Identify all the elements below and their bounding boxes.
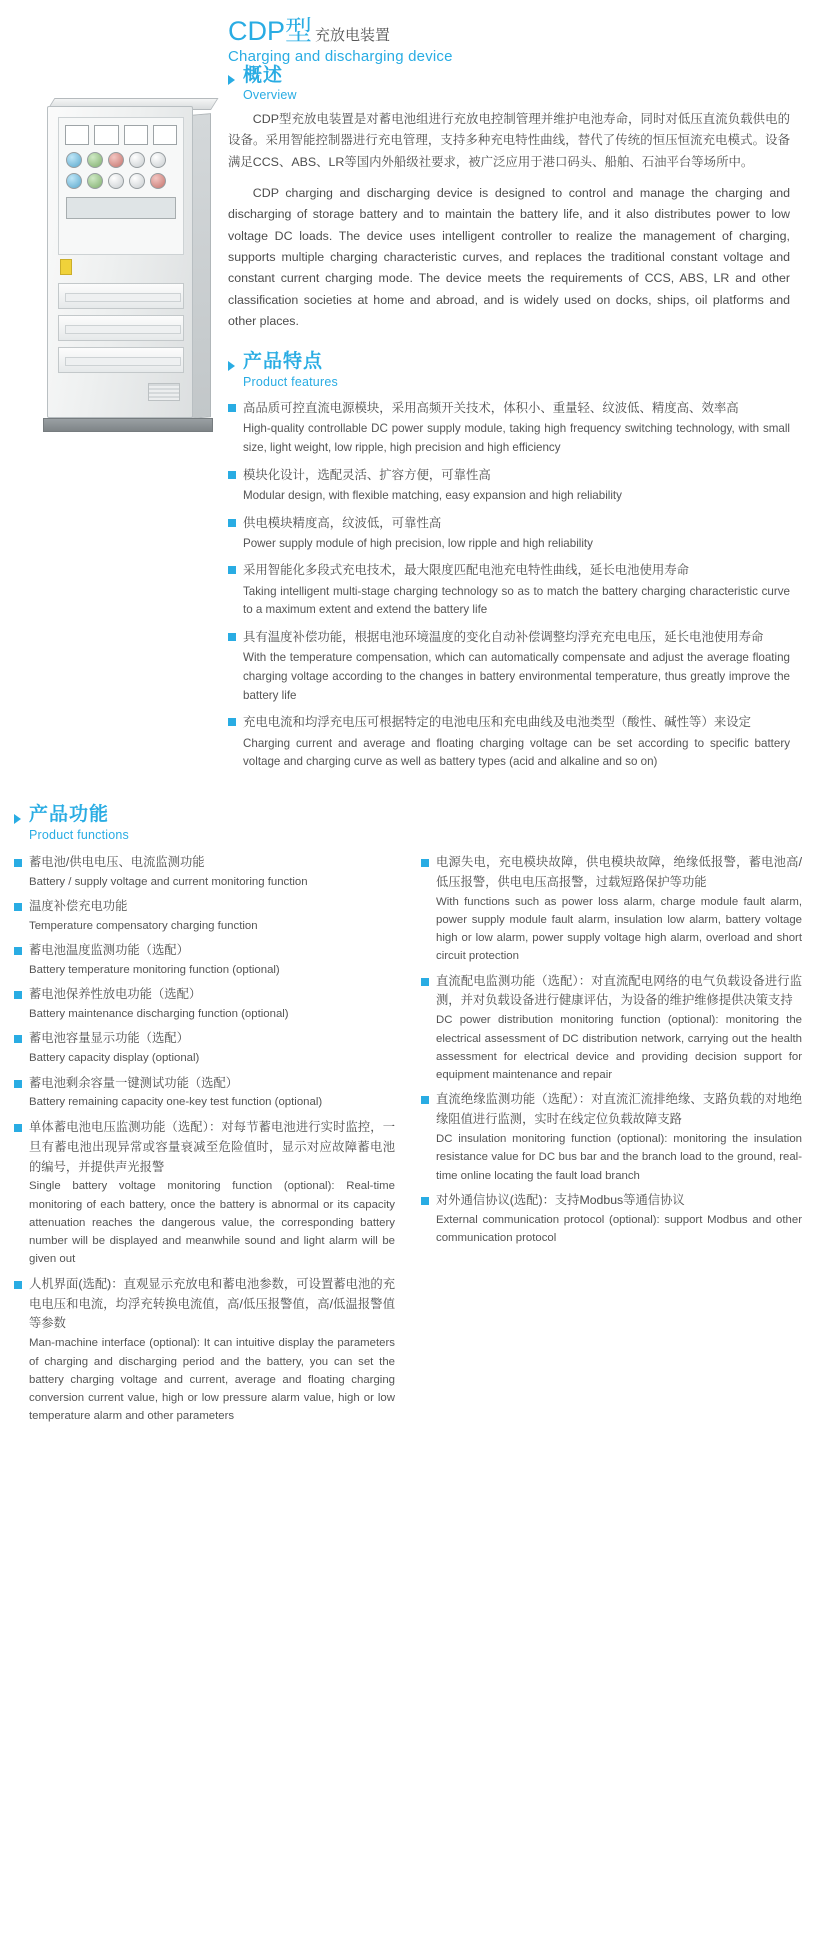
square-bullet-icon: [14, 859, 22, 867]
triangle-right-icon: [228, 75, 235, 85]
square-bullet-icon: [228, 404, 236, 412]
function-text-cn: 直流配电监测功能（选配）：对直流配电网络的电气负载设备进行监测，并对负载设备进行健康评估，为设备的维护维修提供决策支持: [436, 973, 802, 1008]
indicator-lamp-icon: [87, 173, 103, 189]
feature-item: [228, 712, 790, 772]
function-text-en: Battery maintenance discharging function (optional): [29, 1008, 289, 1021]
indicator-lamp-icon: [66, 152, 82, 168]
button-grid: [59, 145, 183, 189]
function-text-en: Battery remaining capacity one-key test function (optional): [29, 1096, 323, 1109]
cabinet-front: [47, 106, 193, 418]
function-text-cn: 对外通信协议(选配)：支持Modbus等通信协议: [436, 1192, 685, 1207]
function-item: [421, 853, 802, 966]
title-chinese: [228, 18, 453, 45]
feature-item: [228, 398, 790, 458]
function-item: [421, 1090, 802, 1185]
function-text-cn: 人机界面(选配)：直观显示充放电和蓄电池参数，可设置蓄电池的充电电压和电流，均浮充转换电流值，高/低压报警值，高/低温报警值等参数: [29, 1276, 395, 1331]
meter-gauge: [124, 125, 148, 145]
functions-section: [0, 805, 830, 1432]
overview-heading-cn: 概述: [243, 64, 284, 86]
square-bullet-icon: [14, 1080, 22, 1088]
square-bullet-icon: [14, 1281, 22, 1289]
control-panel: [58, 117, 184, 255]
title-english: Charging and discharging device: [228, 48, 453, 65]
selector-knob-icon: [129, 173, 145, 189]
meter-row: [59, 118, 183, 145]
overview-paragraph-en: CDP charging and discharging device is designed to control and manage the charging and discharging of storage battery and to maintain the battery life, and it also distributes power to low voltage DC loads. The device uses intelligent controller to realize the management of charging, supports multiple charging characteristic curves, and replaces the traditional constant voltage and constant current charging mode. The device meets the requirements of CCS, ABS, LR and other classification societies at home and abroad, and is widely used on docks, ships, oil platforms and other places.: [228, 186, 790, 329]
square-bullet-icon: [14, 947, 22, 955]
ventilation-grille: [148, 383, 180, 401]
function-item: [14, 1029, 395, 1067]
features-heading-en: Product features: [243, 375, 338, 390]
indicator-lamp-icon: [150, 173, 166, 189]
features-heading: [228, 352, 790, 390]
square-bullet-icon: [421, 1096, 429, 1104]
meter-gauge: [65, 125, 89, 145]
title-chinese-sub: 充放电装置: [315, 27, 391, 44]
triangle-right-icon: [228, 361, 235, 371]
function-text-en: Temperature compensatory charging function: [29, 919, 258, 932]
functions-heading-en: Product functions: [29, 828, 129, 843]
triangle-right-icon: [14, 814, 21, 824]
feature-text-cn: 充电电流和均浮充电压可根据特定的电池电压和充电曲线及电池类型（酸性、碱性等）来设定: [243, 715, 752, 730]
functions-column-left: [14, 853, 395, 1432]
indicator-lamp-icon: [108, 152, 124, 168]
product-cabinet-illustration: [33, 106, 219, 436]
square-bullet-icon: [421, 1197, 429, 1205]
overview-paragraph-cn: CDP型充放电装置是对蓄电池组进行充放电控制管理并维护电池寿命，同时对低压直流负载供电的设备。采用智能控制器进行充电管理，支持多种充电特性曲线，替代了传统的恒压恒流充电模式。设备满足CCS、ABS、LR等国内外船级社要求，被广泛应用于港口码头、船舶、石油平台等场所中。: [228, 112, 790, 169]
meter-gauge: [153, 125, 177, 145]
feature-text-en: Power supply module of high precision, low ripple and high reliability: [243, 536, 593, 550]
function-text-en: Battery capacity display (optional): [29, 1052, 200, 1065]
square-bullet-icon: [14, 903, 22, 911]
square-bullet-icon: [228, 718, 236, 726]
square-bullet-icon: [228, 519, 236, 527]
cabinet-drawer: [58, 315, 184, 341]
square-bullet-icon: [14, 1035, 22, 1043]
feature-text-en: High-quality controllable DC power supply module, taking high frequency switching technology, with small size, light weight, low ripple, high precision and high efficiency: [243, 422, 790, 454]
function-item: [14, 1074, 395, 1112]
feature-text-cn: 供电模块精度高，纹波低，可靠性高: [243, 515, 442, 530]
function-text-en: With functions such as power loss alarm, charge module fault alarm, power supply module fault alarm, insulation low alarm, battery voltage high or low alarm, power supply voltage high alarm, overload and short circuit protection: [436, 895, 802, 963]
feature-text-cn: 高品质可控直流电源模块，采用高频开关技术，体积小、重量轻、纹波低、精度高、效率高: [243, 401, 739, 416]
cabinet-drawer: [58, 283, 184, 309]
function-item: [14, 1275, 395, 1426]
feature-text-en: Charging current and average and floating charging voltage can be set according to specific battery voltage and charging curve as well as battery types (acid and alkaline and so on): [243, 736, 790, 769]
title-chinese-main: CDP型: [228, 16, 313, 46]
selector-knob-icon: [129, 152, 145, 168]
functions-columns: [14, 853, 802, 1432]
functions-heading: [14, 805, 802, 843]
function-text-en: Battery temperature monitoring function (optional): [29, 963, 280, 976]
function-text-cn: 蓄电池容量显示功能（选配）: [29, 1031, 189, 1046]
function-text-en: DC power distribution monitoring function (optional): monitoring the electrical assessment of DC distribution network, carrying out the health assessment for electrical device and providing decision support for equipment maintenance and repair: [436, 1014, 802, 1082]
cabinet-side-panel: [191, 113, 211, 419]
function-text-cn: 蓄电池/供电电压、电流监测功能: [29, 854, 205, 869]
features-heading-cn: 产品特点: [243, 351, 324, 373]
function-item: [14, 1118, 395, 1269]
overview-heading-en: Overview: [243, 88, 297, 103]
function-text-cn: 电源失电，充电模块故障，供电模块故障，绝缘低报警，蓄电池高/低压报警，供电电压高报警，过载短路保护等功能: [436, 854, 802, 889]
square-bullet-icon: [228, 471, 236, 479]
warning-label: [60, 259, 72, 275]
function-text-en: External communication protocol (optional): support Modbus and other communication protocol: [436, 1213, 802, 1245]
function-item: [421, 1191, 802, 1247]
feature-text-en: With the temperature compensation, which can automatically compensate and adjust the average floating charging voltage according to the changes in battery environmental temperature, thus greatly improve the battery life: [243, 651, 790, 702]
square-bullet-icon: [14, 991, 22, 999]
function-text-cn: 温度补偿充电功能: [29, 898, 128, 913]
functions-heading-cn: 产品功能: [29, 804, 110, 826]
indicator-lamp-icon: [66, 173, 82, 189]
feature-text-en: Modular design, with flexible matching, easy expansion and high reliability: [243, 488, 622, 502]
product-image-column: [0, 66, 228, 436]
page-title: [228, 14, 830, 66]
features-list: [228, 398, 790, 772]
feature-item: [228, 465, 790, 506]
indicator-lamp-icon: [87, 152, 103, 168]
cabinet-drawer: [58, 347, 184, 373]
function-text-cn: 蓄电池剩余容量一键测试功能（选配）: [29, 1075, 239, 1090]
feature-text-cn: 具有温度补偿功能，根据电池环境温度的变化自动补偿调整均浮充充电电压，延长电池使用寿命: [243, 630, 764, 645]
functions-column-right: [421, 853, 802, 1432]
feature-item: [228, 627, 790, 705]
selector-knob-icon: [150, 152, 166, 168]
feature-item: [228, 513, 790, 554]
function-text-cn: 直流绝缘监测功能（选配）：对直流汇流排绝缘、支路负载的对地绝缘阻值进行监测，实时在线定位负载故障支路: [436, 1092, 802, 1127]
content-column: [228, 66, 830, 780]
function-item: [14, 853, 395, 891]
square-bullet-icon: [228, 566, 236, 574]
function-item: [421, 972, 802, 1085]
function-text-cn: 单体蓄电池电压监测功能（选配）：对每节蓄电池进行实时监控，一旦有蓄电池出现异常或容量衰减至危险值时，显示对应故障蓄电池的编号，并提供声光报警: [29, 1119, 395, 1174]
function-text-en: DC insulation monitoring function (optional): monitoring the insulation resistance value for DC bus bar and the branch load to the ground, real-time online locating the fault load branch: [436, 1133, 802, 1182]
overview-heading: [228, 66, 790, 104]
top-section: [0, 66, 830, 780]
feature-item: [228, 560, 790, 620]
selector-knob-icon: [108, 173, 124, 189]
meter-gauge: [94, 125, 118, 145]
square-bullet-icon: [421, 978, 429, 986]
square-bullet-icon: [228, 633, 236, 641]
square-bullet-icon: [14, 1124, 22, 1132]
feature-text-cn: 模块化设计，选配灵活、扩容方便，可靠性高: [243, 467, 491, 482]
feature-text-cn: 采用智能化多段式充电技术，最大限度匹配电池充电特性曲线，延长电池使用寿命: [243, 563, 690, 578]
function-item: [14, 941, 395, 979]
function-text-en: Single battery voltage monitoring function (optional): Real-time monitoring of each battery, once the battery is abnormal or its capacity attenuation reaches the dangerous value, the corresponding battery number will be displayed and meanwhile sound and light alarm will be given out: [29, 1180, 395, 1266]
function-text-cn: 蓄电池温度监测功能（选配）: [29, 943, 189, 958]
function-item: [14, 985, 395, 1023]
function-text-en: Man-machine interface (optional): It can intuitive display the parameters of charging and discharging period and the battery, you can set the battery charging voltage and current, average and floating charging conversion current value, high or low pressure alarm value, high or low temperature alarm and other parameters: [29, 1337, 395, 1423]
function-text-cn: 蓄电池保养性放电功能（选配）: [29, 987, 202, 1002]
function-text-en: Battery / supply voltage and current monitoring function: [29, 875, 308, 888]
cabinet-base: [43, 418, 213, 432]
function-item: [14, 897, 395, 935]
feature-text-en: Taking intelligent multi-stage charging technology so as to match the battery charging characteristic curve to a maximum extent and extend the battery life: [243, 584, 790, 617]
hmi-screen: [66, 197, 176, 219]
square-bullet-icon: [421, 859, 429, 867]
